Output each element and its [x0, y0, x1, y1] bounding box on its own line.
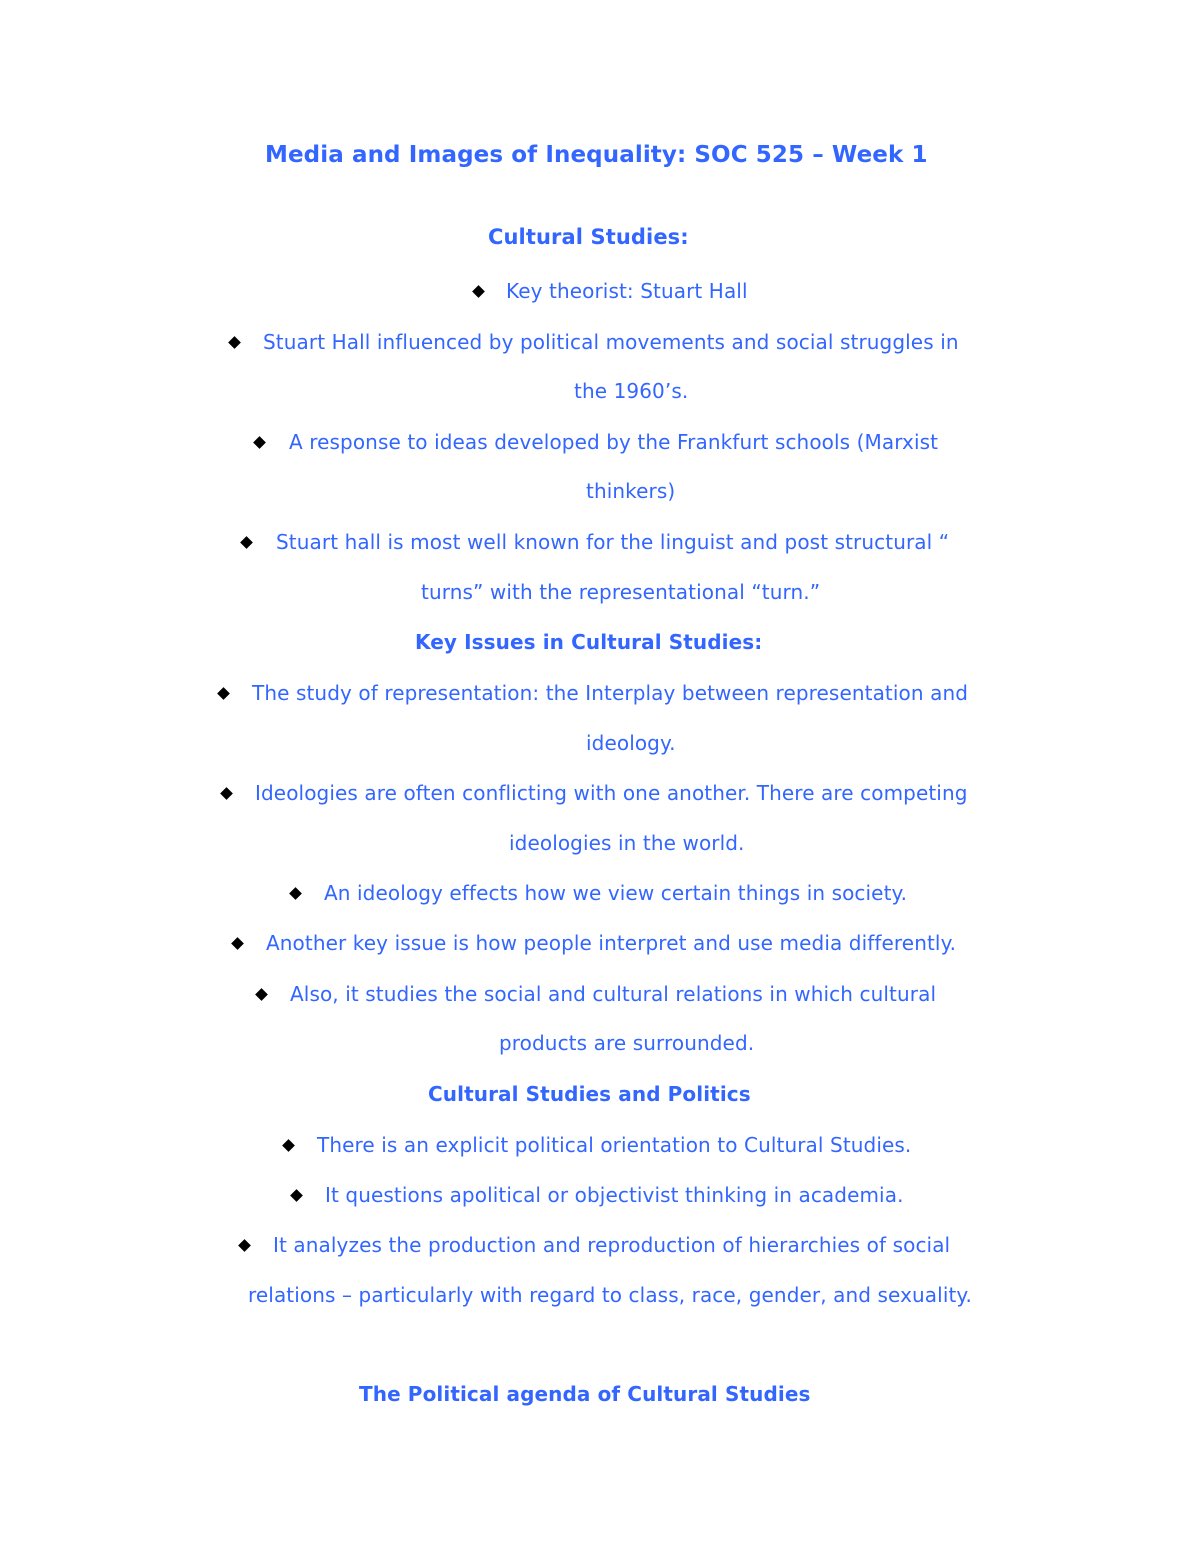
section-heading-text: Cultural Studies and Politics [428, 1082, 751, 1106]
diamond-bullet-icon [289, 887, 302, 900]
list-item-text: turns” with the representational “turn.” [421, 580, 821, 604]
list-item-text: Another key issue is how people interpret and use media differently. [266, 931, 957, 955]
list-item-text: It analyzes the production and reproduction of hierarchies of social [273, 1233, 951, 1257]
list-item-text: products are surrounded. [499, 1031, 755, 1055]
diamond-bullet-icon [238, 1239, 251, 1252]
list-item-text: Also, it studies the social and cultural relations in which cultural [290, 982, 937, 1006]
diamond-bullet-icon [220, 787, 233, 800]
list-item-text: ideology. [586, 731, 676, 755]
list-item-text: Key theorist: Stuart Hall [506, 279, 748, 303]
list-item-text: relations – particularly with regard to class, race, gender, and sexuality. [248, 1283, 972, 1307]
diamond-bullet-icon [472, 285, 485, 298]
list-item-text: An ideology effects how we view certain things in society. [324, 881, 908, 905]
section-heading-text: The Political agenda of Cultural Studies [359, 1382, 811, 1406]
list-item-text: A response to ideas developed by the Frankfurt schools (Marxist [289, 430, 939, 454]
list-item-text: the 1960’s. [574, 379, 689, 403]
list-item-text: It questions apolitical or objectivist thinking in academia. [325, 1183, 904, 1207]
diamond-bullet-icon [290, 1189, 303, 1202]
diamond-bullet-icon [255, 988, 268, 1001]
list-item-text: The study of representation: the Interplay between representation and [252, 681, 969, 705]
list-item-text: Ideologies are often conflicting with one another. There are competing [255, 781, 968, 805]
diamond-bullet-icon [282, 1139, 295, 1152]
diamond-bullet-icon [217, 687, 230, 700]
diamond-bullet-icon [240, 536, 253, 549]
list-item-text: There is an explicit political orientation to Cultural Studies. [317, 1133, 912, 1157]
diamond-bullet-icon [228, 336, 241, 349]
list-item-text: thinkers) [586, 479, 676, 503]
section-heading-text: Key Issues in Cultural Studies: [415, 630, 763, 654]
diamond-bullet-icon [253, 436, 266, 449]
diamond-bullet-icon [231, 937, 244, 950]
list-item-text: Stuart Hall influenced by political movements and social struggles in [263, 330, 959, 354]
list-item-text: Stuart hall is most well known for the linguist and post structural “ [276, 530, 950, 554]
list-item-text: ideologies in the world. [509, 831, 745, 855]
section-heading-text: Cultural Studies: [488, 225, 689, 249]
document-title-text: Media and Images of Inequality: SOC 525 – Week 1 [265, 142, 928, 168]
